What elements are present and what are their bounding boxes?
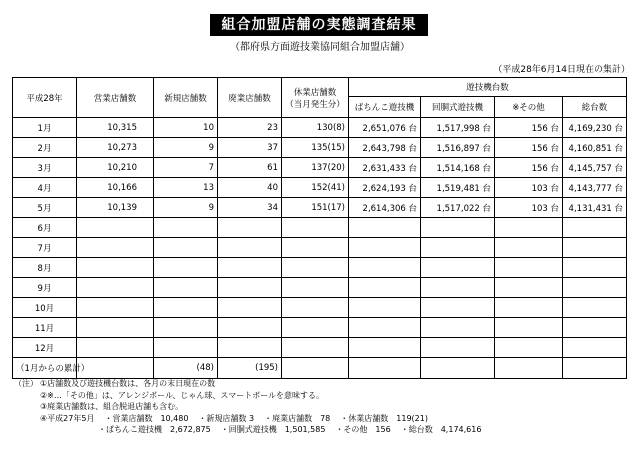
row-month: 4月 xyxy=(13,178,77,198)
cell-new xyxy=(154,278,218,298)
cell-closed xyxy=(218,298,282,318)
table-row xyxy=(13,198,627,218)
cell-suspended: 130(8) xyxy=(282,118,349,138)
cell-total: 4,145,757 台 xyxy=(563,158,627,178)
cell-total xyxy=(563,218,627,238)
header-closed: 廃業店舗数 xyxy=(218,78,282,118)
cell-pachinko xyxy=(349,218,421,238)
cell-closed: 61 xyxy=(218,158,282,178)
cell-suspended: 151(17) xyxy=(282,198,349,218)
cell-slot: 1,517,998 台 xyxy=(421,118,495,138)
cell-total xyxy=(563,278,627,298)
cell-operating xyxy=(77,318,154,338)
note-4-closed: ・廃業店舗数 78 xyxy=(264,413,331,423)
cell-suspended xyxy=(282,298,349,318)
cell-slot xyxy=(421,238,495,258)
table-row xyxy=(13,118,627,138)
cell-suspended: 152(41) xyxy=(282,178,349,198)
cell-closed: 23 xyxy=(218,118,282,138)
cell-suspended xyxy=(282,258,349,278)
cell-pachinko xyxy=(349,258,421,278)
table-header xyxy=(13,78,627,118)
table-row xyxy=(13,238,627,258)
cumulative-closed: (195) xyxy=(218,358,282,379)
table-row xyxy=(13,338,627,358)
row-month: 1月 xyxy=(13,118,77,138)
cell-operating xyxy=(77,218,154,238)
cell-slot: 1,519,481 台 xyxy=(421,178,495,198)
cell-pachinko: 2,624,193 台 xyxy=(349,178,421,198)
cell-slot xyxy=(421,338,495,358)
row-month: 7月 xyxy=(13,238,77,258)
note-5-other: ・その他 156 xyxy=(335,425,391,434)
cell-total: 4,143,777 台 xyxy=(563,178,627,198)
row-month: 8月 xyxy=(13,258,77,278)
cell-other: 103 台 xyxy=(495,178,563,198)
header-operating: 営業店舗数 xyxy=(77,78,154,118)
cell-new: 10 xyxy=(154,118,218,138)
cell-other xyxy=(495,258,563,278)
cell-closed xyxy=(218,318,282,338)
cell-closed xyxy=(218,338,282,358)
cell-pachinko xyxy=(349,298,421,318)
cell-pachinko: 2,643,798 台 xyxy=(349,138,421,158)
header-total: 総台数 xyxy=(563,97,627,118)
row-month: 10月 xyxy=(13,298,77,318)
cell-slot xyxy=(421,298,495,318)
note-5-pachinko: ・ぱちんこ遊技機 2,672,875 xyxy=(98,425,211,434)
cell-closed: 40 xyxy=(218,178,282,198)
cell-operating: 10,210 xyxy=(77,158,154,178)
cell-suspended xyxy=(282,218,349,238)
cell-closed xyxy=(218,238,282,258)
cell-other: 156 台 xyxy=(495,118,563,138)
header-machines-group: 遊技機台数 xyxy=(349,78,627,97)
stats-table xyxy=(12,77,627,379)
note-2: ②※…「その他」は、アレンジボール、じゃん球、スマートボールを意味する。 xyxy=(40,390,325,400)
header-suspended xyxy=(282,78,349,118)
row-month: 11月 xyxy=(13,318,77,338)
table-row xyxy=(13,178,627,198)
row-month: 3月 xyxy=(13,158,77,178)
cell-new: 13 xyxy=(154,178,218,198)
table-row xyxy=(13,218,627,238)
cell-operating xyxy=(77,298,154,318)
cell-slot xyxy=(421,318,495,338)
cell-suspended xyxy=(282,358,349,379)
cell-slot xyxy=(421,278,495,298)
as-of-date: （平成28年6月14日現在の集計） xyxy=(493,65,630,75)
cell-suspended xyxy=(282,278,349,298)
cell-total xyxy=(563,338,627,358)
row-month: 6月 xyxy=(13,218,77,238)
cell-pachinko xyxy=(349,238,421,258)
cell-total xyxy=(563,258,627,278)
table-row xyxy=(13,278,627,298)
cell-pachinko: 2,614,306 台 xyxy=(349,198,421,218)
cell-total xyxy=(563,298,627,318)
row-month: 2月 xyxy=(13,138,77,158)
page-title: 組合加盟店舗の実態調査結果 xyxy=(210,14,428,36)
cell-new xyxy=(154,338,218,358)
cell-new xyxy=(154,238,218,258)
cell-operating: 10,273 xyxy=(77,138,154,158)
cell-slot xyxy=(421,358,495,379)
cell-other: 103 台 xyxy=(495,198,563,218)
cell-pachinko: 2,651,076 台 xyxy=(349,118,421,138)
cell-total xyxy=(563,358,627,379)
table-row xyxy=(13,298,627,318)
cell-closed xyxy=(218,218,282,238)
cell-operating xyxy=(77,338,154,358)
note-5-total: ・総台数 4,174,616 xyxy=(400,425,482,434)
row-month: 12月 xyxy=(13,338,77,358)
cell-closed xyxy=(218,258,282,278)
table-body xyxy=(13,118,627,379)
cell-other xyxy=(495,338,563,358)
cell-operating xyxy=(77,278,154,298)
cell-other xyxy=(495,318,563,338)
cell-new xyxy=(154,298,218,318)
row-month: 9月 xyxy=(13,278,77,298)
table-row xyxy=(13,258,627,278)
cell-suspended xyxy=(282,318,349,338)
cell-operating xyxy=(77,238,154,258)
cell-new xyxy=(154,318,218,338)
note-4-suspended: ・休業店舗数 119(21) xyxy=(340,413,428,423)
cell-new xyxy=(154,258,218,278)
page-subtitle: （都府県方面遊技業協同組合加盟店舗） xyxy=(230,42,410,53)
cell-other xyxy=(495,358,563,379)
cell-new: 9 xyxy=(154,198,218,218)
cell-suspended: 137(20) xyxy=(282,158,349,178)
cumulative-row xyxy=(13,358,627,379)
header-pachinko: ぱちんこ遊技機 xyxy=(349,97,421,118)
note-4-operating: ・営業店舗数 10,480 xyxy=(104,413,189,423)
table-row xyxy=(13,318,627,338)
cell-closed: 34 xyxy=(218,198,282,218)
cell-suspended: 135(15) xyxy=(282,138,349,158)
cell-operating: 10,315 xyxy=(77,118,154,138)
cell-operating xyxy=(77,258,154,278)
note-5-slot: ・回胴式遊技機 1,501,585 xyxy=(220,425,326,434)
table-row xyxy=(13,158,627,178)
cell-total: 4,169,230 台 xyxy=(563,118,627,138)
cell-new: 7 xyxy=(154,158,218,178)
note-4-period: ④平成27年5月 xyxy=(40,413,95,423)
header-slot: 回胴式遊技機 xyxy=(421,97,495,118)
cumulative-new: (48) xyxy=(154,358,218,379)
cell-pachinko xyxy=(349,358,421,379)
cell-other: 156 台 xyxy=(495,158,563,178)
cell-slot: 1,514,168 台 xyxy=(421,158,495,178)
cell-other: 156 台 xyxy=(495,138,563,158)
cell-total: 4,160,851 台 xyxy=(563,138,627,158)
cell-slot xyxy=(421,218,495,238)
cell-slot xyxy=(421,258,495,278)
cell-closed xyxy=(218,278,282,298)
cell-other xyxy=(495,218,563,238)
cell-pachinko: 2,631,433 台 xyxy=(349,158,421,178)
notes-label: （注） xyxy=(14,379,38,388)
cell-new: 9 xyxy=(154,138,218,158)
header-year: 平成28年 xyxy=(13,78,77,118)
header-suspended-line2: （当月発生分） xyxy=(285,99,345,110)
header-suspended-line1: 休業店舗数 xyxy=(293,87,337,98)
cell-pachinko xyxy=(349,318,421,338)
cell-slot: 1,517,022 台 xyxy=(421,198,495,218)
note-1: ①店舗数及び遊技機台数は、各月の末日現在の数 xyxy=(40,379,216,388)
cell-other xyxy=(495,238,563,258)
note-3: ③廃業店舗数は、組合脱退店舗も含む。 xyxy=(40,402,184,411)
note-4-new: ・新規店舗数 3 xyxy=(198,413,255,423)
cell-suspended xyxy=(282,338,349,358)
cell-total xyxy=(563,318,627,338)
cell-pachinko xyxy=(349,278,421,298)
header-new: 新規店舗数 xyxy=(154,78,218,118)
row-month: 5月 xyxy=(13,198,77,218)
cell-pachinko xyxy=(349,338,421,358)
cell-new xyxy=(154,218,218,238)
cell-total: 4,131,431 台 xyxy=(563,198,627,218)
notes xyxy=(14,378,481,436)
cell-other xyxy=(495,298,563,318)
cell-operating: 10,166 xyxy=(77,178,154,198)
cell-total xyxy=(563,238,627,258)
cell-closed: 37 xyxy=(218,138,282,158)
cumulative-label: （1月からの累計） xyxy=(13,358,77,379)
header-other: ※その他 xyxy=(495,97,563,118)
cell-suspended xyxy=(282,238,349,258)
table-row xyxy=(13,138,627,158)
cell-operating: 10,139 xyxy=(77,198,154,218)
cell-slot: 1,516,897 台 xyxy=(421,138,495,158)
cell-other xyxy=(495,278,563,298)
